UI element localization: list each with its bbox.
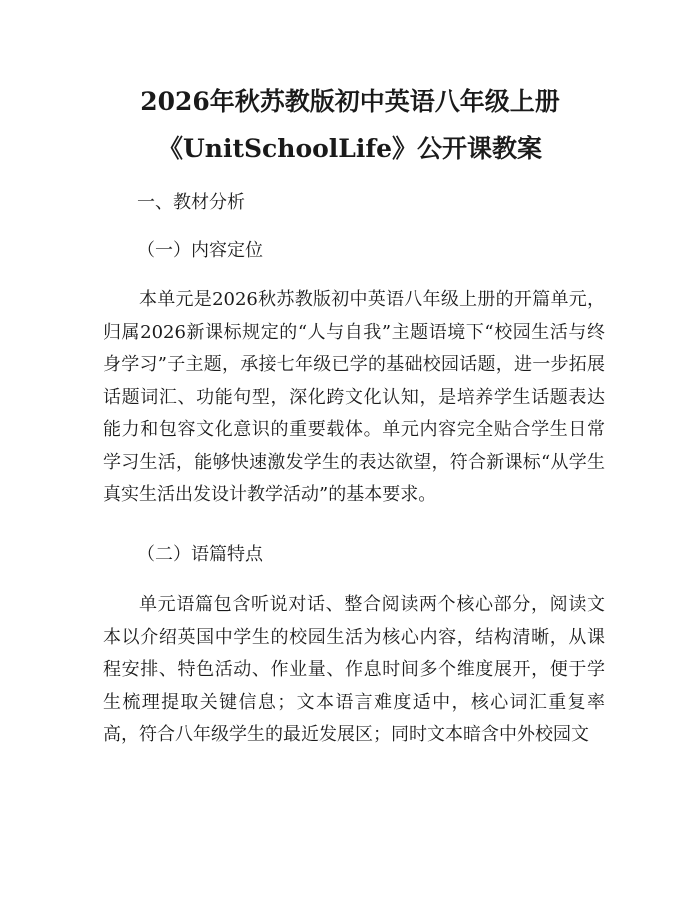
- paragraph-discourse-features: 单元语篇包含听说对话、整合阅读两个核心部分，阅读文本以介绍英国中学生的校园生活为核心内容，结构清晰，从课程安排、特色活动、作业量、作息时间多个维度展开，便于学生梳理提取关键信息；文本语言难度适中，核心词汇重复率高，符合八年级学生的最近发展区；同时文本暗含中外校园文: [103, 594, 605, 745]
- subsection-heading-discourse-features: （二）语篇特点: [137, 544, 263, 565]
- document-title-line-1: 2026年秋苏教版初中英语八年级上册: [140, 87, 560, 116]
- section-heading-teaching-material-analysis: 一、教材分析: [137, 192, 245, 213]
- paragraph-content-positioning: 本单元是2026秋苏教版初中英语八年级上册的开篇单元，归属2026新课标规定的“人与自我”主题语境下“校园生活与终身学习”子主题，承接七年级已学的基础校园话题，进一步拓展话题词汇、功能句型，深化跨文化认知，是培养学生话题表达能力和包容文化意识的重要载体。单元内容完全贴合学生日常学习生活，能够快速激发学生的表达欲望，符合新课标“从学生真实生活出发设计教学活动”的基本要求。: [103, 289, 605, 505]
- document-title-line-2: 《UnitSchoolLife》公开课教案: [157, 134, 543, 163]
- subsection-heading-content-positioning: （一）内容定位: [137, 240, 263, 261]
